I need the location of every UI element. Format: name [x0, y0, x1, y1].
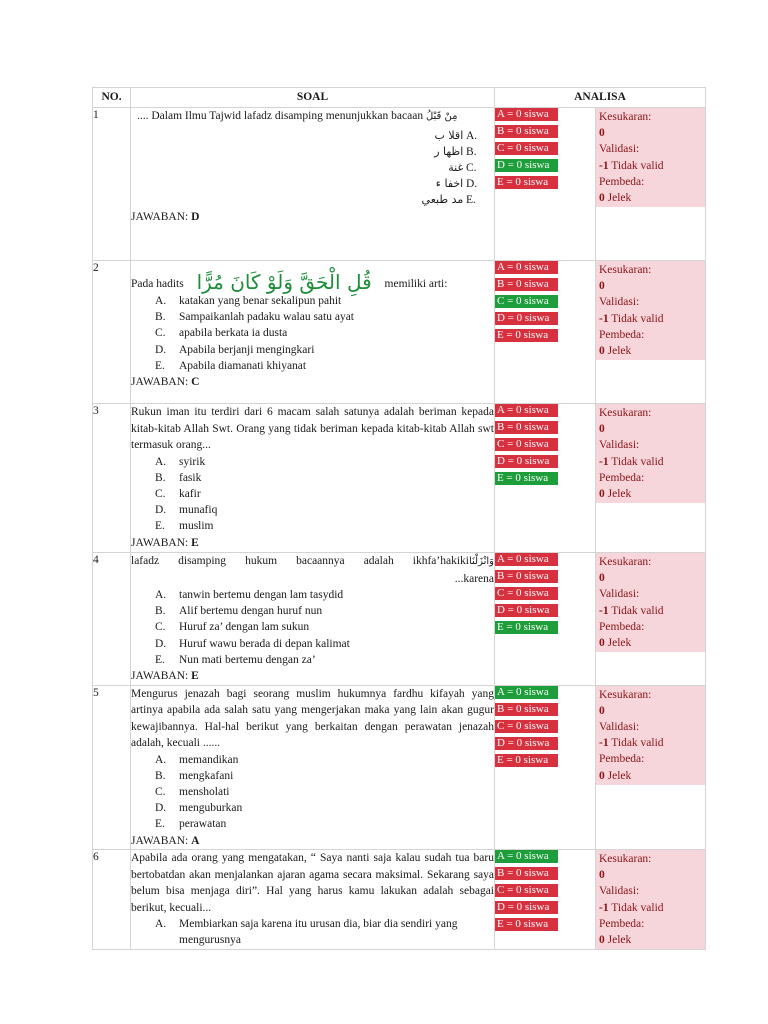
option-list: [131, 293, 494, 374]
question-number: 3: [93, 404, 131, 553]
question-text: Pada hadits قُلِ الْحَقَّ وَلَوْ كَانَ مُرًّا memiliki arti:: [131, 270, 448, 294]
option-count-badge: E = 0 siswa: [495, 754, 558, 767]
question-cell: [131, 685, 495, 850]
option-item: D. Apabila berjanji mengingkari: [155, 343, 315, 356]
option-count-badge: E = 0 siswa: [495, 329, 558, 342]
arabic-phrase: وَانْزَلْنَا: [468, 556, 494, 567]
option-item: اخفا ء D.: [435, 177, 478, 191]
option-count-badge: A = 0 siswa: [495, 850, 558, 863]
answer-key: JAWABAN: E: [131, 536, 199, 549]
option-item: A. memandikan: [155, 753, 239, 766]
option-list: [131, 587, 494, 668]
answer-distribution: [495, 404, 596, 553]
stat-box: Kesukaran: 0 Validasi: -1 Tidak valid Pembeda: 0 Jelek: [596, 404, 705, 503]
table-row: [93, 108, 706, 261]
table-row: [93, 850, 706, 950]
option-count-badge: E = 0 siswa: [495, 472, 558, 485]
question-number: 4: [93, 553, 131, 686]
option-count-badge: D = 0 siswa: [495, 901, 558, 914]
table-row: [93, 685, 706, 850]
option-count-badge: E = 0 siswa: [495, 918, 558, 931]
table-row: [93, 553, 706, 686]
question-text: .... Dalam Ilmu Tajwid lafadz disamping menunjukkan bacaan مِنْ قَبْلُ: [137, 110, 458, 122]
answer-key: JAWABAN: E: [131, 670, 199, 683]
option-count-badge: B = 0 siswa: [495, 703, 558, 716]
option-item: اظها ر B.: [434, 144, 477, 158]
analysis-table: [92, 87, 706, 950]
question-cell: [131, 850, 495, 950]
header-no: NO.: [93, 88, 131, 108]
option-count-badge: C = 0 siswa: [495, 295, 558, 308]
arabic-options: [131, 128, 494, 209]
item-statistics: [596, 108, 706, 261]
item-statistics: [596, 850, 706, 950]
answer-distribution: [495, 850, 596, 950]
option-item: E. Apabila diamanati khiyanat: [155, 359, 307, 372]
table-row: [93, 261, 706, 404]
option-count-badge: B = 0 siswa: [495, 570, 558, 583]
option-item: C. mensholati: [155, 785, 230, 798]
item-statistics: [596, 404, 706, 553]
question-number: 5: [93, 685, 131, 850]
option-item: غنة C.: [448, 160, 477, 174]
option-item: D. Huruf wawu berada di depan kalimat: [155, 637, 350, 650]
answer-key: JAWABAN: D: [131, 210, 200, 223]
option-item: B. fasik: [155, 471, 202, 484]
option-item: A. tanwin bertemu dengan lam tasydid: [155, 589, 344, 601]
hadith-arabic: قُلِ الْحَقَّ وَلَوْ كَانَ مُرًّا: [196, 270, 372, 294]
option-count-badge: D = 0 siswa: [495, 312, 558, 325]
option-count-badge: B = 0 siswa: [495, 421, 558, 434]
question-text: Mengurus jenazah bagi seorang muslim hukumnya fardhu kifayah yang artinya apabila ada salah satu yang mengerjakan maka yang lain akan gugur kewajibannya. Hal-hal berikut yang berkaitan dengan perawatan jenazah adalah, kecuali ......: [131, 687, 494, 750]
table-row: [93, 404, 706, 553]
option-count-badge: B = 0 siswa: [495, 278, 558, 291]
option-count-badge: E = 0 siswa: [495, 621, 558, 634]
option-count-badge: A = 0 siswa: [495, 404, 558, 417]
option-item: اقلا ب A.: [434, 128, 478, 142]
option-item: E. perawatan: [155, 818, 227, 831]
option-item: مد طبعي E.: [421, 193, 476, 207]
option-count-badge: C = 0 siswa: [495, 720, 558, 733]
option-count-badge: D = 0 siswa: [495, 159, 558, 172]
header-analisa: ANALISA: [495, 88, 706, 108]
stat-box: Kesukaran: 0 Validasi: -1 Tidak valid Pembeda: 0 Jelek: [596, 108, 705, 207]
option-count-badge: A = 0 siswa: [495, 108, 558, 121]
answer-key: JAWABAN: C: [131, 376, 200, 389]
question-number: 2: [93, 261, 131, 404]
option-item: D. menguburkan: [155, 802, 243, 815]
item-statistics: [596, 553, 706, 686]
option-item: A. katakan yang benar sekalipun pahit: [155, 295, 342, 307]
option-item: B. mengkafani: [155, 769, 234, 782]
option-count-badge: A = 0 siswa: [495, 261, 558, 274]
option-item: C. Huruf za’ dengan lam sukun: [155, 621, 310, 634]
stat-box: Kesukaran: 0 Validasi: -1 Tidak valid Pembeda: 0 Jelek: [596, 261, 705, 360]
option-count-badge: B = 0 siswa: [495, 867, 558, 880]
option-item: E. muslim: [155, 520, 214, 533]
header-row: [93, 88, 706, 108]
question-number: 1: [93, 108, 131, 261]
question-cell: [131, 404, 495, 553]
option-count-badge: C = 0 siswa: [495, 438, 558, 451]
question-text: lafadz disamping hukum bacaannya adalah ikhfa’hakikiوَانْزَلْنَا: [131, 555, 494, 567]
question-text: Rukun iman itu terdiri dari 6 macam salah satunya adalah beriman kepada kitab-kitab Allah Swt. Orang yang tidak beriman kepada kitab-kitab Allah swt termasuk orang...: [131, 406, 494, 451]
question-cell: [131, 261, 495, 404]
answer-key: JAWABAN: A: [131, 834, 200, 847]
option-item: A. syirik: [155, 455, 206, 468]
option-item: A. Membiarkan saja karena itu urusan dia, biar dia sendiri yang mengurusnya: [155, 918, 458, 947]
option-count-badge: C = 0 siswa: [495, 587, 558, 600]
option-count-badge: D = 0 siswa: [495, 604, 558, 617]
option-count-badge: D = 0 siswa: [495, 455, 558, 468]
item-statistics: [596, 685, 706, 850]
question-text: Apabila ada orang yang mengatakan, “ Saya nanti saja kalau sudah tua baru bertobatdan akan menjalankan ajaran agama secara maksimal. Sekarang saya belum bisa menjaga diri”. Hal yang harus kamu lakukan adalah sebagai berikut, kecuali...: [131, 852, 494, 914]
option-item: B. Sampaikanlah padaku walau satu ayat: [155, 311, 354, 324]
header-soal: SOAL: [131, 88, 495, 108]
answer-distribution: [495, 261, 596, 404]
option-item: D. munafiq: [155, 504, 218, 517]
option-item: C. kafir: [155, 487, 201, 500]
question-cell: [131, 553, 495, 686]
option-list: [131, 752, 494, 833]
arabic-phrase: مِنْ قَبْلُ: [425, 111, 458, 122]
question-cell: [131, 108, 495, 261]
answer-distribution: [495, 685, 596, 850]
answer-distribution: [495, 108, 596, 261]
option-count-badge: A = 0 siswa: [495, 553, 558, 566]
option-item: B. Alif bertemu dengan huruf nun: [155, 605, 323, 618]
option-count-badge: A = 0 siswa: [495, 686, 558, 699]
item-statistics: [596, 261, 706, 404]
question-number: 6: [93, 850, 131, 950]
option-count-badge: C = 0 siswa: [495, 884, 558, 897]
option-count-badge: E = 0 siswa: [495, 176, 558, 189]
option-item: E. Nun mati bertemu dengan za’: [155, 653, 316, 666]
answer-distribution: [495, 553, 596, 686]
stat-box: Kesukaran: 0 Validasi: -1 Tidak valid Pembeda: 0 Jelek: [596, 850, 705, 949]
question-text-end: ...karena: [454, 572, 494, 585]
option-count-badge: B = 0 siswa: [495, 125, 558, 138]
option-list: [131, 916, 494, 948]
option-count-badge: D = 0 siswa: [495, 737, 558, 750]
stat-box: Kesukaran: 0 Validasi: -1 Tidak valid Pembeda: 0 Jelek: [596, 553, 705, 652]
stat-box: Kesukaran: 0 Validasi: -1 Tidak valid Pembeda: 0 Jelek: [596, 686, 705, 785]
option-count-badge: C = 0 siswa: [495, 142, 558, 155]
option-list: [131, 454, 494, 535]
option-item: C. apabila berkata ia dusta: [155, 327, 288, 340]
